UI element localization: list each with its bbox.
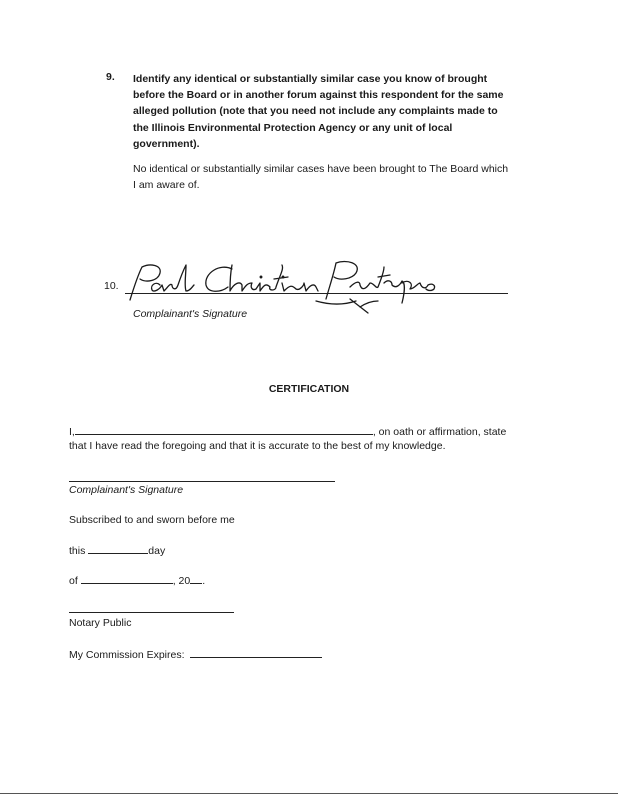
day-blank-field[interactable] bbox=[88, 543, 148, 554]
certification-signature-caption: Complainant's Signature bbox=[69, 484, 184, 496]
name-blank-field[interactable] bbox=[75, 424, 373, 435]
question-9-answer: No identical or substantially similar cases have been brought to The Board which I am aware of. bbox=[133, 163, 509, 192]
day-label: day bbox=[148, 545, 166, 557]
day-line bbox=[69, 543, 165, 557]
month-year-line bbox=[69, 573, 205, 587]
question-9-text: Identify any identical or substantially similar case you know of brought before the Board or in another forum against this respondent for the same alleged pollution (note that you need not include any complaints made to the Illinois Environmental Protection Agency or any unit of local government). bbox=[133, 73, 504, 150]
certification-title: CERTIFICATION bbox=[268, 383, 350, 395]
item-10-number: 10. bbox=[104, 280, 119, 292]
subscribed-text: Subscribed to and sworn before me bbox=[69, 514, 235, 526]
notary-signature-line[interactable] bbox=[69, 612, 234, 613]
notary-public-label: Notary Public bbox=[69, 617, 132, 629]
certification-prefix: I, bbox=[69, 426, 75, 438]
item-10-signature-caption: Complainant's Signature bbox=[133, 308, 248, 320]
period-label: . bbox=[202, 575, 206, 587]
commission-expires-label: My Commission Expires: bbox=[69, 649, 185, 661]
question-9-number: 9. bbox=[106, 71, 115, 83]
certification-oath-text: , on oath or affirmation, state bbox=[372, 426, 507, 438]
month-blank-field[interactable] bbox=[81, 573, 173, 584]
commission-expires-line bbox=[69, 647, 322, 661]
certification-signature-line[interactable] bbox=[69, 481, 335, 482]
page-bottom-edge bbox=[0, 793, 618, 794]
commission-expires-blank-field[interactable] bbox=[190, 647, 322, 658]
year-blank-field[interactable] bbox=[190, 573, 202, 584]
certification-oath-line bbox=[69, 424, 506, 438]
of-label: of bbox=[69, 575, 78, 587]
year-prefix-label: , 20 bbox=[172, 575, 191, 587]
this-label: this bbox=[69, 545, 86, 557]
certification-statement: that I have read the foregoing and that it is accurate to the best of my knowledge. bbox=[69, 440, 446, 452]
